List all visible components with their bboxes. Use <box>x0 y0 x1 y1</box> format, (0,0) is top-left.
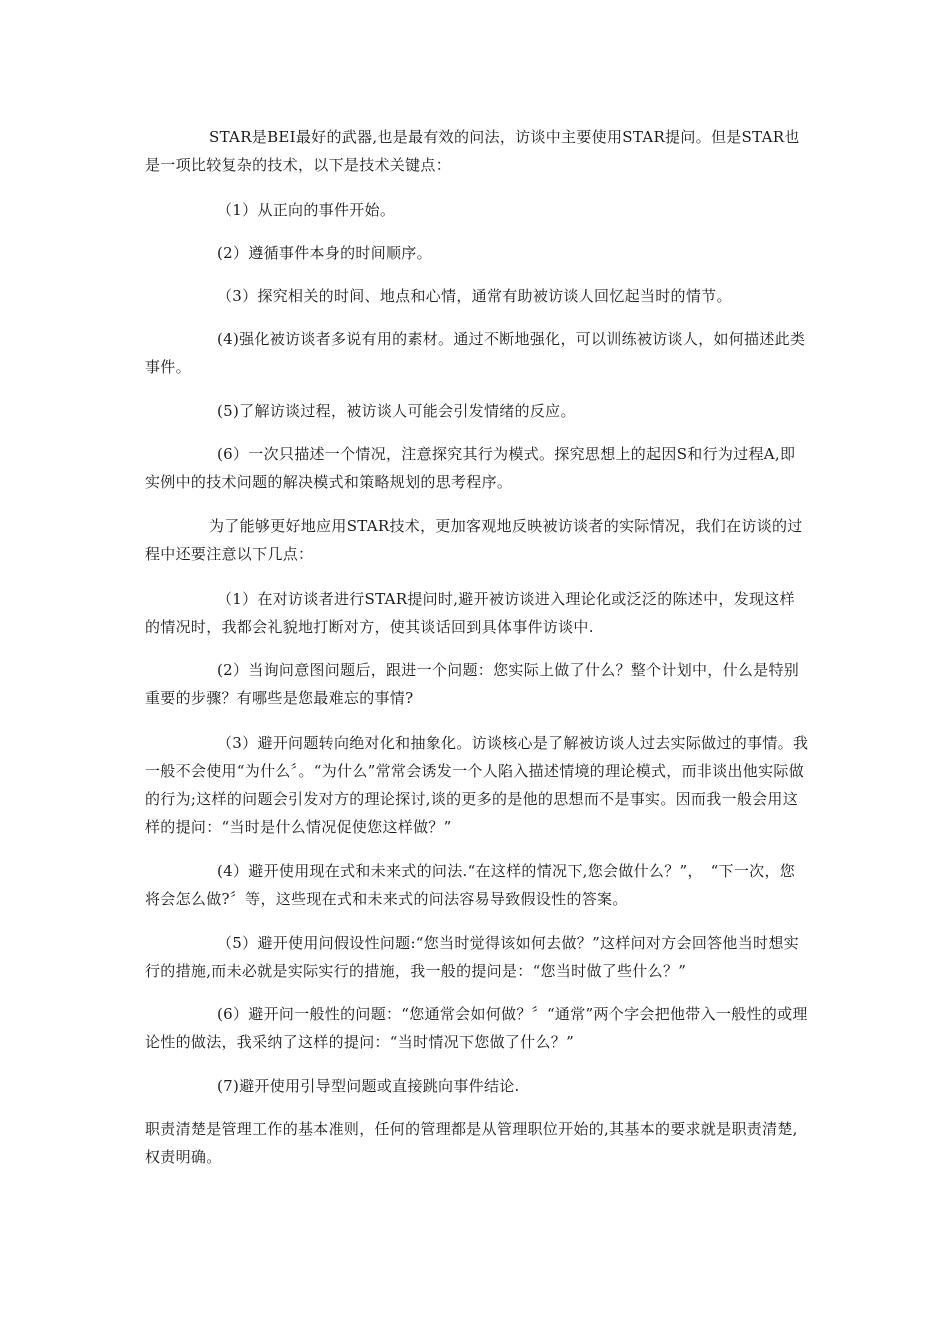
star-point-2: (2）遵循事件本身的时间顺序。 <box>217 244 432 262</box>
star-point-4: (4)强化被访谈者多说有用的素材。通过不断地强化，可以训练被访谈人，如何描述此类事件。 <box>145 330 806 376</box>
star-point-1: （1）从正向的事件开始。 <box>217 201 396 219</box>
attention-point-6: (6）避开问一般性的问题：“您通常会如何做？〞“通常”两个字会把他带入一般性的或理论性的做法，我采纳了这样的提问：“当时情况下您做了什么？” <box>145 1005 808 1051</box>
attention-point-3: （3）避开问题转向绝对化和抽象化。访谈核心是了解被访谈人过去实际做过的事情。我一般不会使用“为什么〞。“为什么”常常会诱发一个人陷入描述情境的理论模式，而非谈出他实际做的行为;这样的问题会引发对方的理论探讨,谈的更多的是他的思想而不是事实。因而我一般会用这样的提问：“当时是什么情况促使您这样做？” <box>145 734 809 836</box>
attention-point-5: （5）避开使用问假设性问题:“您当时觉得该如何去做？”这样问对方会回答他当时想实行的措施,而未必就是实际实行的措施，我一般的提问是：“您当时做了些什么？” <box>145 934 799 980</box>
star-point-5: (5)了解访谈过程，被访谈人可能会引发情绪的反应。 <box>217 402 576 420</box>
star-point-6: (6）一次只描述一个情况，注意探究其行为模式。探究思想上的起因S和行为过程A,即实例中的技术问题的解决模式和策略规划的思考程序。 <box>145 445 796 491</box>
attention-point-7: (7)避开使用引导型问题或直接跳向事件结论. <box>217 1077 520 1095</box>
attention-intro-paragraph: 为了能够更好地应用STAR技术，更加客观地反映被访谈者的实际情况，我们在访谈的过程中还要注意以下几点： <box>145 517 803 563</box>
attention-point-2: (2）当询问意图问题后，跟进一个问题：您实际上做了什么？整个计划中，什么是特别重要的步骤？有哪些是您最难忘的事情? <box>145 661 800 707</box>
attention-point-4: (4）避开使用现在式和未来式的问法.“在这样的情况下,您会做什么？”， “下一次，您将会怎么做?〞等，这些现在式和未来式的问法容易导致假设性的答案。 <box>145 862 796 908</box>
attention-point-1: （1）在对访谈者进行STAR提问时,避开被访谈进入理论化或泛泛的陈述中，发现这样的情况时，我都会礼貌地打断对方，使其谈话回到具体事件访谈中. <box>145 590 795 636</box>
closing-paragraph: 职责清楚是管理工作的基本准则，任何的管理都是从管理职位开始的,其基本的要求就是职责清楚,权责明确。 <box>145 1120 798 1166</box>
star-point-3: （3）探究相关的时间、地点和心情，通常有助被访谈人回忆起当时的情节。 <box>217 287 732 305</box>
star-intro-paragraph: STAR是BEI最好的武器,也是最有效的问法，访谈中主要使用STAR提问。但是STAR也是一项比较复杂的技术，以下是技术关键点： <box>145 128 800 174</box>
